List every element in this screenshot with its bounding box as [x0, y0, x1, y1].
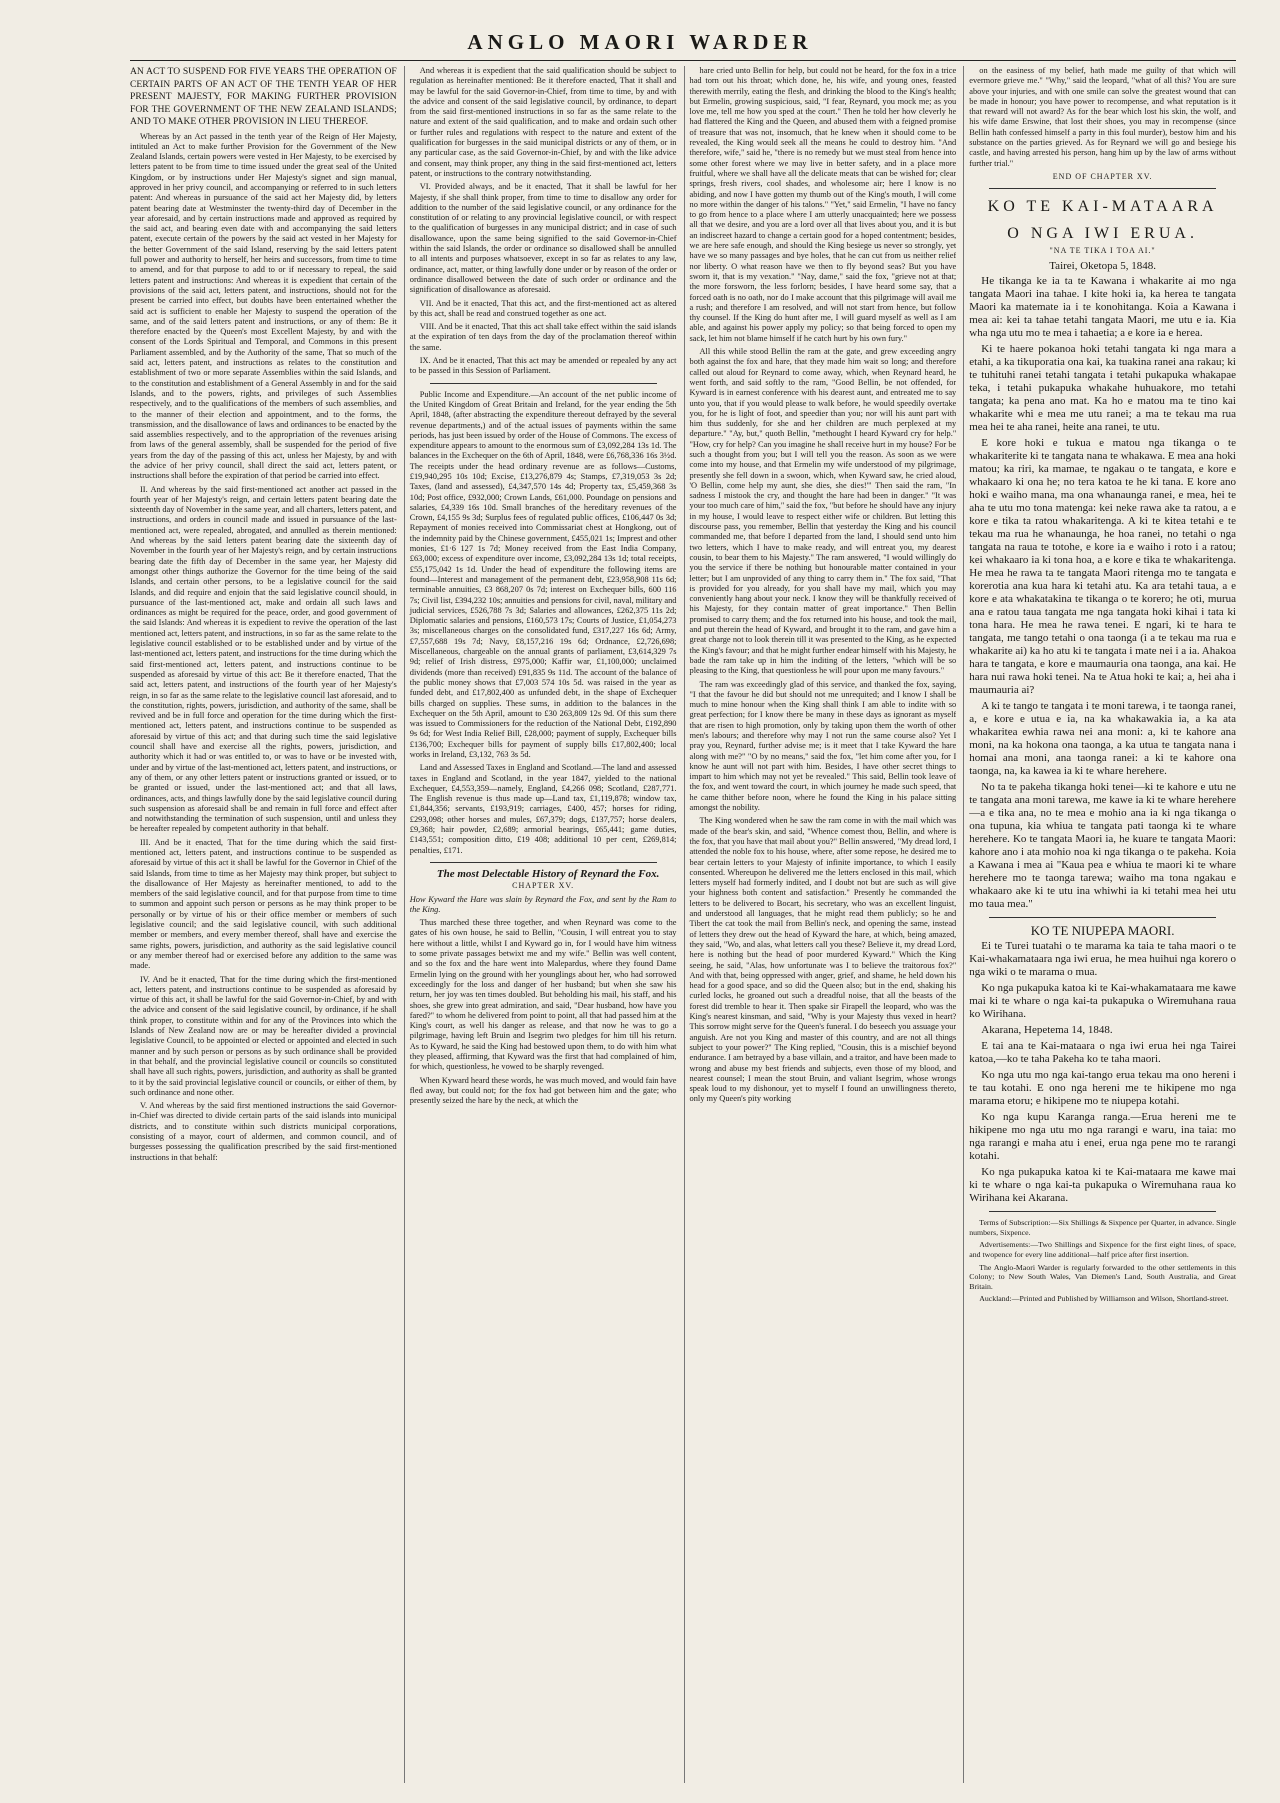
maori-paragraph: He tikanga ke ia ta te Kawana i whakarite ai mo nga tangata Maori ina tahae. I kite hoki ia, ka herea te tangata Maori ka matemate ia i te konohitanga. Koia a Kawana i mea ai: kei ta tahae tetahi tangata Maori, me utu e ia. Kia wha nga utu mo te mea i tahaetia; a e kore ia e herea.	[969, 274, 1236, 339]
act-section-5-cont: And whereas it is expedient that the said qualification should be subject to regulation as hereinafter mentioned: Be it therefore enacted, That it shall and may be lawful for the said Governor-in-Chief, from time to time, by and with the advice and consent of the said legislative council, by ordinance, to depart from the said first-mentioned instructions in so far as the same relate to the nature and extent of the said qualification, and to make and ordain such other or further rules and regulations with respect to the nature and extent of the qualification for burgesses in the said municipal districts or any of them, or in any particular case, as the said Governor-in-Chief, by and with the like advice and consent, may think proper, any thing in the said first-mentioned act, letters patent, or instructions to the contrary notwithstanding.	[409, 66, 677, 178]
maori-motto: "NA TE TIKA I TOA AI."	[1049, 246, 1156, 256]
maori-title-line-1: KO TE KAI-MATAARA	[987, 198, 1218, 216]
section-divider	[989, 917, 1216, 918]
niupepa-paragraph: Ko nga pukapuka katoa ki te Kai-whakamataara me kawe mai ki te whare o nga kai-ta pukapuka o Wiremuhana raua ko Wirihana.	[969, 982, 1236, 1021]
maori-paragraph: A ki te tango te tangata i te moni tarewa, i te taonga ranei, a, e kore e utua e ia, na ka whakawakia ia, a ka ata whakaritea ewhia rawa nei ana moni: a, ki te kahore ana moni, na ka hokona ona taonga, a ka utua te tangata nana i homai ana moni, ana taonga ranei: a ki te kahore ona taonga, na, ka kawea ia ki te whare herehere.	[969, 699, 1236, 777]
terms-line: The Anglo-Maori Warder is regularly forwarded to the other settlements in this Colony; to New South Wales, Van Diemen's Land, South Australia, and Great Britain.	[969, 1262, 1236, 1291]
imprint-line: Auckland:—Printed and Published by Williamson and Wilson, Shortland-street.	[979, 1294, 1229, 1304]
story-paragraph: The ram was exceedingly glad of this service, and thanked the fox, saying, "I that the favour he did but should not me unrequited; and I know I shall be much to mine honour when the King shall think I am able to indite with so great perfection; for I know there be many in these days as ignorant as myself that are risen to high promotion, only by taking upon them the worth of other men's labours; and therefore why may I not run the same course also? Yet I pray you, Reynard, further advise me; is it meet that I take Kyward the hare along with me?" "O by no means," said the fox, "let him come after you, for I know he aunt will not part with him. Besides, I have other secret things to impart to him which may not yet be revealed." This said, Bellin took leave of the fox, and went toward the court, in which journey he made such speed, that he came thither before noon, where he found the King in his palace sitting amongst the nobility.	[689, 679, 957, 813]
act-section-2: II. And whereas by the said first-mentioned act another act passed in the fourth year of her Majesty's reign, and certain letters patent bearing date the sixteenth day of November in the same year, and all charters, letters patent, and instructions, and orders in council made and issued in pursuance of the last-mentioned act, were repealed, abrogated, and annulled as therein mentioned: And whereas by the said letters patent bearing date the sixteenth day of November in the fourth year of her Majesty's reign, and by certain instructions bearing date the fifth day of December in the same year, her Majesty did amongst other things authorize the Governor for the time being of the said Islands, and certain other persons, to be a legislative council for the said Islands, and did require and enjoin that the said legislative council should, in pursuance of the last-mentioned act, make and ordain all such laws and ordinances as might be required for the peace, order, and good government of the said Islands: And whereas it is expedient to revive the operation of the last mentioned act, letters patent, and instructions, in so far as the same relate to the legislative council established or to be established under and by virtue of the last-mentioned act, letters patent, and instructions for the time during which the said first-mentioned act, letters patent, and instructions continue to be suspended as aforesaid by virtue of this act: Be it therefore enacted, That the said act, letters patent, and instructions of the fourth year of her Majesty's reign, in so far as the same relate to the legislative council last aforesaid, and to the constitution, rights, powers, jurisdiction, and authority of the same, shall be revived and be in full force and operation for the time during which the first-mentioned act, letters patent, and instructions continue to be suspended as aforesaid by virtue of this act; and that during such time the said legislative council shall have and exercise all the rights, powers, jurisdiction, and authority which it had or was entitled to, or was to have or be invested with, under and by virtue of the last-mentioned act, letters patent, and instructions, or any of them, or any other letters patent or instructions granted or issued, or to be granted or issued, under the last-mentioned act; and that all laws, ordinances, acts, and things lawfully done by the said legislative council during such suspension as aforesaid shall be and remain in full force and effect after and notwithstanding the termination of such suspension, until and unless they be hereafter repealed by competent authority in that behalf.	[130, 484, 397, 834]
maori-title-line-2: O NGA IWI ERUA.	[1007, 225, 1198, 243]
story-paragraph: on the easiness of my belief, hath made me guilty of that which will evermore grieve me." "Why," said the leopard, "what of all this? You are sure above your injuries, and with one smile can solve the greatest wound that can be made in honour; you have power to recompense, and what reputation is it that reward will not award? As for the bear which lost his skin, the wolf, and his wife dame Erswine, that lost their shoes, you may in recompense (since Bellin hath confessed himself a party in this foul murder), bestow him and his substance on the parties grieved. As for Reynard we will go and besiege his castle, and having arrested his person, hang him up by the law of arms without further trial."	[969, 66, 1236, 168]
act-section-5: V. And whereas by the said first mentioned instructions the said Governor-in-Chief was directed to divide certain parts of the said islands into municipal districts, and to constitute within such districts municipal corporations, consisting of a mayor, court of aldermen, and common council, and of burgesses possessing the qualification prescribed by the said first-mentioned instructions in that behalf:	[130, 1101, 397, 1162]
niupepa-paragraph: Ko nga utu mo nga kai-tango erua tekau ma ono hereni i te tau kotahi. E ono nga hereni me te hikipene mo nga marama etoru; e hikipene mo te niupepa kotahi.	[969, 1069, 1236, 1108]
act-heading: AN ACT TO SUSPEND FOR FIVE YEARS THE OPERATION OF CERTAIN PARTS OF AN ACT OF THE TENTH YEAR OF HER PRESENT MAJESTY, FOR MAKING FURTHER PROVISION FOR THE GOVERNMENT OF THE NEW ZEALAND ISLANDS; AND TO MAKE OTHER PROVISION IN LIEU THEREOF.	[130, 66, 397, 127]
act-section-7: VII. And be it enacted, That this act, and the first-mentioned act as altered by this act, shall be read and construed together as one act.	[409, 298, 677, 318]
column-4	[963, 66, 1236, 1783]
niupepa-paragraph: Ko nga kupu Karanga ranga.—Erua hereni me te hikipene mo nga utu mo nga rarangi e waru, ina taia: mo nga rarangi e maha atu i enei, erua nga pene mo te rarangi kotahi.	[969, 1111, 1236, 1163]
act-preamble: Whereas by an Act passed in the tenth year of the Reign of Her Majesty, intituled an Act to make further Provision for the Government of the New Zealand Islands, certain powers were vested in Her Majesty, to be exercised by letters patent to be from time to time issued under the great seal of the United Kingdom, or by instructions under Her Majesty's signet and sign manual, approved in her privy council, and accompanying or referred to in such letters patent: And whereas in pursuance of the said act her Majesty did, by letters patent bearing date at Westminster the twenty-third day of December in the year aforesaid, and by certain instructions made and approved as required by the said act, and bearing even date with and accompanying the said letters patent, execute certain of the powers by the said act vested in her Majesty for the better Government of the said Island, reserving by the said letters patent full power and authority to herself, her heirs and successors, from time to time to amend, and for that purpose to add to or if necessary to repeal, the said letters patent and instructions: And whereas it is expedient that certain of the provisions of the said act, letters patent, and instructions, should not for the present be carried into effect, but doubts have been entertained whether the said act is sufficient to enable her Majesty to suspend the operation of the same, and of the said letters patent and instructions, or any of them: Be it therefore enacted by the Queen's most Excellent Majesty, by and with the consent of the Lords Spiritual and Temporal, and Commons in this present Parliament assembled, and by the Authority of the same, That so much of the said act, letters patent, and instructions as relates to the constitution and establishment of two or more separate Assemblies within the said Islands, and to the constitution and establishment of a General Assembly in and for the said Islands, and to the powers, rights, and privileges of such Assemblies respectively, and to the qualifications of the members of such assemblies, and to the manner of their election and appointment, and to the forms, the transmission, and the disallowance of laws and ordinances to be enacted by the said assemblies respectively, and to the appropriation of the revenues arising from laws of the general assembly, shall be suspended for the period of five years from the day of the passing of this act, unless her Majesty, by and with the advice of her privy council, shall direct the said act, letters patent, or instructions shall before the expiration of that period be carried into effect.	[130, 131, 397, 481]
act-section-9: IX. And be it enacted, That this act may be amended or repealed by any act to be passed in this Session of Parliament.	[409, 356, 677, 376]
section-divider	[989, 1211, 1216, 1212]
chapter-heading: CHAPTER XV.	[512, 881, 575, 891]
chapter-subtitle: How Kyward the Hare was slain by Reynard the Fox, and sent by the Ram to the King.	[409, 894, 677, 914]
masthead-rule	[130, 60, 1236, 61]
columns	[130, 66, 1236, 1783]
story-paragraph: The King wondered when he saw the ram come in with the mail which was made of the bear's skin, and said, "Whence comest thou, Bellin, and where is the fox, that you have that mail about you?" Bellin answered, "My dread lord, I attended the noble fox to his house, where, after some repose, he desired me to bear certain letters to your Majesty of infinite importance, to which I easily consented. Whereupon he delivered me the letters enclosed in this mail, which letters myself had formerly indited, and I doubt not but are such as will give your highness both content and satisfaction." Presently he commanded the letters to be delivered to Bocart, his secretary, who was an excellent linguist, and understood all languages, that he might read them publicly; so he and Tibert the cat took the mail from Bellin's neck, and opening the same, instead of letters they drew out the head of Kyward the hare, at which, being amazed, they said, "Wo, and alas, what letters call you these? Believe it, my dread Lord, here is nothing but the head of poor murdered Kyward." Which the King seeing, he said, "Alas, how unfortunate was I to believe the traitorous fox?" And with that, being oppressed with anger, grief, and shame, he held down his head for a good space, and so did the Queen also; but in the end, shaking his curled locks, he groaned out such a dreadful noise, that all the beasts of the forest did tremble to hear it. Then spake sir Firapell the leopard, who was the King's nearest kinsman, and said, "Why is your Majesty thus vexed in heart? This sorrow might serve for the Queen's funeral. I do beseech you assuage your anguish. Are not you King and master of this country, and are not all things subject to your power?" The King replied, "Cousin, this is a mischief beyond endurance. I am betrayed by a base villain, and a traitor, and have been made to wrong and abuse my best friends and subjects, even those of my blood, and nearest counsel; I mean the stout Bruin, and valiant Isegrim, whose wrongs speak loud to my dishonour, yet to myself I found an unwillingness thereto, only my Queen's pity working	[689, 816, 957, 1104]
story-paragraph: hare cried unto Bellin for help, but could not be heard, for the fox in a trice had torn out his throat; which done, he, his wife, and young ones, feasted therewith merrily, eating the flesh, and drinking the blood to the King's health; but Ermelin, growing suspicious, said, "I fear, Reynard, you mock me; as you love me, tell me how you sped at the court." Then he told her how cleverly he had flattered the King and the Queen, and abused them with a feigned promise of treasure that was not, insomuch, that he knew when it should come to be revealed, the King would seek all the means he could to destroy him. "And therefore, wife," said he, "there is no remedy but we must steal from hence into some other forest where we may live in better safety, and in a place more fruitful, where we shall have all the delicate meats that can be wished for; clear springs, fresh rivers, cool shades, and wholesome air; here I know is no abiding, and now I have gotten my thumb out of the King's mouth, I will come no more within the danger of his talons." "Yet," said Ermelin, "I have no fancy to go from hence to a place where I am utterly unacquainted; here we possess all that we desire, and you are a lord over all that lives about you, and it is but an indiscreet hazard to change a certain good for a hoped contentment; besides, we are here safe enough, and should the King besiege us never so strongly, yet have we so many passages and bye holes, that he can cut from us neither relief nor liberty. O what reason have we then to fly beyond seas? But you have sworn it, that is my vexation." "Nay, dame," said the fox, "grieve not at that; the more forsworn, the less forlorn; besides, I have heard some say, that a forced oath is no oath, nor do I make account that this pilgrimage will avail me a rush; and therefore I am resolved, and will not start from hence, but follow thy counsel. If the King do hunt after me, I will guard myself as well as I am able, and against his power apply my policy; so that being forced to open my sack, let him not blame himself if he catch hurt by his own fury."	[689, 66, 957, 343]
act-section-4: IV. And be it enacted, That for the time during which the first-mentioned act, letters patent, and instructions continue to be suspended as aforesaid by virtue of this act, it shall be lawful for the said Governor-in-Chief, by and with the advice and consent of the said legislative council, by ordinance, if he shall think proper, to constitute within and for any of the Provinces into which the Islands of New Zealand now are or may be hereafter divided a provincial legislative Council, to be appointed or elected or appointed and elected in such manner and by such person or persons as by such ordinance shall be provided in that behalf, and the provincial legislative council or councils so constituted shall have all such rights, powers, jurisdiction, and authority as shall be granted to it by the said provincial legislative council or councils, or either of them, by such ordinance and none other.	[130, 974, 397, 1097]
niupepa-paragraph: Ko nga pukapuka katoa ki te Kai-mataara me kawe mai ki te whare o nga kai-ta pukapuka o Wiremuhana raua ko Wirihana kei Akarana.	[969, 1166, 1236, 1205]
land-tax-article: Land and Assessed Taxes in England and Scotland.—The land and assessed taxes in England and Scotland, in the year 1847, yielded to the national Exchequer, £4,553,359—namely, England, £4,266 098; Scotland, £287,771. The English revenue is thus made up—Land tax, £1,119,878; window tax, £1,844,356; servants, £193,919; carriages, £400, 457; horses for riding, £293,098; other horses and mules, £67,379; dogs, £137,757; horse dealers, £9,368; hair powder, £2,689; armorial bearings, £65,441; game duties, £143,551; composition ditto, £19 408; additional 10 per cent, £269,814; penalties, £171.	[409, 763, 677, 855]
maori-paragraph: Ki te haere pokanoa hoki tetahi tangata ki nga mara a etahi, a ka tikuporatia ona kai, ka tuakina ranei ana rakau; ki te tuhituhi ranei tetahi tangata i tetahi pukapuka whakapae teka, i tetahi pukapuka whakahe huhuakore, mo tetahi tangata; ka pena ano mat. Ka ho e matou ma te tino kai whakarite whi e mea me utu ranei; a ma te tekau ma rua mea hei te aha ranei, heite ana ranei, te utu.	[969, 342, 1236, 433]
maori-paragraph: E kore hoki e tukua e matou nga tikanga o te whakariterite ki te tangata nana te whakawa. E mea ana hoki matou; ka riri, ka mamae, te ngakau o te tangata, e kore e whakaaro ki ona he; no tera katoa te he ki tana. E kore ano hoki e waiho mana, ma ona whanaunga ranei, e mea, hei te aha te utu mo tona matenga: kei neke rawa ake ta ratou, a e kore e tika ta ratou whakaritenga. A ki te kitea tetahi e te tekau ma rua he whanaunga, he hoa ranei, no tetahi o nga tangata na raua te totohe, e kore ia e waiho i roto i a ratou; kei whakaaro ia ki tona hoa, a e kore e tika te whakaritenga. He mea he rawa ta te tangata Maori ritenga mo te tangata e korerotia ana kua hara ki tetahi atu. Ka ara tetahi taua, a e kore e ata whakatakina te tikanga o te korero; he oti, murua ana e ratou taua tangata me nga tangata hoki kihai i tata ki tona hara. He mea he rawa tenei. E ngari, ki te hara te tangata, me tango tetahi o ona taonga (i a te tekau ma rua e whakarite ai) ka ho atu ki te tangata i mate nei i a ia. Ahakoa hara te tangata, e kore e maumauria ona taonga, ana kai. He hara nui rawa hoki tenei. Na te Atua hoki te kai; a, hei aha i maumauria ai?	[969, 436, 1236, 696]
maori-paragraph: No ta te pakeha tikanga hoki tenei—ki te kahore e utu ne te tangata ana moni tarewa, me kawe ia ki te whare herehere—a e tika ana, no te mea e mohio ana ia ki nga tikanga o ona tupuna, kia whiua te tangata pati taonga ki te whare herehere. Ko te tangata Maori ia, he kuare te tangata Maori: kahore ano i ata mohio noa ki nga tikanga o te pakeha. Koia a Kawana i mea ai "Kaua pea e whiua te maori ki te whare herehere mo te taonga tarewa; waiho ma tona ngakau e whakaaro ake ki te utu ina whiwhi ia ki tetahi mea hei utu mo taua mea."	[969, 780, 1236, 910]
act-section-6: VI. Provided always, and be it enacted, That it shall be lawful for her Majesty, if she shall think proper, from time to time to disallow any order for addition to the number of the said legislative council, or any ordinance for the constitution of or relating to any provincial legislative council, or with respect to the qualification of burgesses in any municipal district; and in case of such disallowance, upon the same being signified to the said Governor-in-Chief within the said Islands, the order or ordinance so disallowed shall be annulled to all intents and purposes whatsoever, except in so far as relates to any law, ordinance, act, matter, or thing lawfully done under or by reason of the order or ordinance disallowed between the date of such order or ordinance and the signification of disallowance as aforesaid.	[409, 182, 677, 295]
subscription-terms	[969, 1218, 1236, 1304]
column-1	[130, 66, 397, 1783]
maori-editorial	[969, 275, 1236, 911]
masthead: ANGLO MAORI WARDER	[467, 30, 813, 54]
niupepa-title: KO TE NIUPEPA MAORI.	[1030, 922, 1175, 938]
act-section-3: III. And be it enacted, That for the time during which the said first-mentioned act, letters patent, and instructions continue to be suspended as aforesaid by virtue of this act it shall be lawful for the Governor in Chief of the said Islands, from time to time as her Majesty may think proper, but subject to the disallowance of Her Majesty as hereinafter mentioned, to add to the members of the said legislative council, and for that purpose from time to time to summon and appoint such person or persons as he may think proper to be personally or by virtue of his or their office member or members of such legislative council; and the said legislative council, with such additional member or members, and every member thereof, shall have and exercise the same rights, powers, jurisdiction, and authority as the said legislative council or any member thereof had or exercised before any addition to the same was made.	[130, 837, 397, 971]
section-divider	[430, 383, 657, 384]
story-paragraph: Thus marched these three together, and when Reynard was come to the gates of his own house, he said to Bellin, "Cousin, I will entreat you to stay here without a little, whilst I and Kyward go in, for I would have him witness to some private passages betwixt me and my wife." Bellin was well content, and so the fox and the hare went into Malepardus, where they found Dame Ermelin lying on the ground with her younglings about her, who had sorrowed exceedingly for the loss and danger of her husband; but when she saw his return, her joy was ten times doubled. But beholding his mail, his staff, and his shoes, she grew into great admiration, and said, "Dear husband, how have you fared?" to whom he delivered from point to point, all that had passed him at the King's court, as well his danger as release, and that now he was to go a pilgrimage, having left Bruin and Isegrim two pledges for him till his return. As to Kyward, he said the King had bestowed upon them, to do with him what they pleased, affirming, that Kyward was the first that had complained of him, for which, questionless, he vowed to be sharply revenged.	[409, 918, 677, 1072]
end-of-chapter: END OF CHAPTER XV.	[1052, 171, 1153, 181]
column-3	[684, 66, 957, 1783]
terms-line: Terms of Subscription:—Six Shillings & Sixpence per Quarter, in advance. Single numbers, Sixpence.	[969, 1218, 1236, 1237]
column-2	[404, 66, 677, 1783]
act-section-8: VIII. And be it enacted, That this act shall take effect within the said islands at the expiration of ten days from the day of the proclamation thereof within the same.	[409, 322, 677, 352]
section-divider	[430, 862, 657, 863]
section-divider	[989, 188, 1216, 189]
niupepa-paragraph: Akarana, Hepetema 14, 1848.	[981, 1024, 1113, 1037]
public-income-article: Public Income and Expenditure.—An account of the net public income of the United Kingdom of Great Britain and Ireland, for the year ending the 5th April, 1848, (after abstracting the expenditure thereout defrayed by the several revenue departments,) and of the actual issues of payments within the same periods, has just been issued by order of the House of Commons. The excess of expenditure appears to amount to the enormous sum of £3,092,284 13s 1d. The balances in the Exchequer on the 6th of April, 1848, were £6,768,336 16s 3½d. The receipts under the head ordinary revenue are as follows—Customs, £19,940,295 10s 10d; Excise, £13,276,879 4s; Stamps, £7,319,053 3s 2d; Taxes, (land and assessed), £4,347,570 14s 4d; Property tax, £5,459,368 3s 10d; Post office, £932,000; Crown Lands, £61,000. Poundage on pensions and salaries, £4,339 16s 10d. Small branches of the hereditary revenues of the Crown, £4,155 9s 3d; Surplus fees of regulated public offices, £106,447 0s 3d; Repayment of monies received into Commissariat chest at Hongkong, out of the indemnity paid by the Chinese government, £455,021 1s; Imprest and other monies, £1·6 127 1s 7d; Money received from the East India Company, £63,000; excess of expenditure over income, £3,092,284 13s 1d; total receipts, £55,175,042 1s 1d. Under the head of expenditure the following items are found—Interest and management of the permanent debt, £23,958,908 11s 6d; terminable annuities, £3 868,207 0s 7d; interest on Exchequer bills, 600 116 7s; Civil list, £394,232 10s; annuities and pensions for civil, naval, military and judicial services, £526,788 7s 3d; Salaries and allowances, £262,375 11s 2d; Diplomatic salaries and pensions, £160,573 17s; Courts of Justice, £1,054,273 3s; miscellaneous charges on the consolidated fund, £317,227 16s 6d; Army, £7,557,688 19s 7d; Navy, £8,157,216 19s 6d; Ordnance, £2,726,698; Miscellaneous, chargeable on the annual grants of parliament, £3,614,329 7s 9d; relief of Irish distress, £975,000; Kaffir war, £1,100,000; unclaimed dividends (more than received) £91,835 9s 11d. The account of the balance of the public money shows that £7,003 574 10s 5d. was raised in the year as funded debt, and £17,802,400 as unfunded debt, in the shape of Exchequer bills charged on supplies. These sums, in addition to the balances in the Exchequer on the 5th April, amount to £30 263,809 12s 9d. Of this sum there was issued to Commissioners for the reduction of the National Debt, £192,890 9s 6d; for West India Relief Bill, £28,000; payment of supply, Exchequer bills £136,700; Exchequer bills for payment of supply bills £17,802,400; local works in Ireland, £3,132, 763 3s 5d.	[409, 389, 677, 759]
niupepa-notices	[969, 940, 1236, 1205]
story-paragraph: All this while stood Bellin the ram at the gate, and grew exceeding angry both against the fox and hare, that they made him wait so long; and therefore called out aloud for Reynard to come away, which, when Reynard heard, he went forth, and said softly to the ram, "Good Bellin, be not offended, for Kyward is in earnest conference with his dearest aunt, and entreated me to say unto you, that if you would please to walk before, he would speedily overtake you, for he is light of foot, and speedier than you; nor will his aunt part with him thus suddenly, for she and her children are much perplexed at my departure." "Ay, but," quoth Bellin, "methought I heard Kyward cry for help." "How, cry for help? Can you imagine he shall receive hurt in my house? For be such a thought from you; but I will tell you the reason. As soon as we were come into my house, and that Ermelin my wife understood of my pilgrimage, presently she fell down in a swoon, which, when Kyward saw, he cried aloud, 'O Bellin, come help my aunt, she dies, she dies!'" Then said the ram, "In sadness I mistook the cry, and thought the hare had been in danger." "It was your too much care of him," said the fox, "but before he should have any injury in my house, I would leave to respect either wife or children. But letting this discourse pass, you remember, Bellin that yesterday the King and his council commanded me, that before I departed from the land, I should send unto him two letters, which I have to make ready, and will entreat you, my dearest cousin, to bear them to his Majesty." The ram answered, "I would willingly do you the service if there be nothing but honourable matter contained in your letter; but I am unprovided of any thing to carry them in." The fox said, "That is provided for you already, for you shall have my mail, which you may conveniently hang about your neck. I know they will be thankfully received of his Majesty, for they contain matter of great importance." Then Bellin promised to carry them; and the fox returned into his house, and took the mail, and put therein the head of Kyward, and brought it to the ram, and gave him a great charge not to look therein till it was presented to the King, as he expected the King's favour; and that he might further endear himself with his Majesty, he bade the ram take up in him the inditing of the letters, "which will be so pleasing to the King, that questionless he will pour upon me many favours."	[689, 347, 957, 676]
story-paragraph: When Kyward heard these words, he was much moved, and would fain have fled away, but could not; for the fox had got between him and the gate; who presently seized the hare by the neck, at which the	[409, 1075, 677, 1106]
maori-date: Tairei, Oketopa 5, 1848.	[1049, 259, 1156, 272]
story-title: The most Delectable History of Reynard the Fox.	[436, 867, 660, 880]
niupepa-paragraph: Ei te Turei tuatahi o te marama ka taia te taha maori o te Kai-whakamataara nga iwi erua, he mea huihui nga korero o nga wiki o te marama o mua.	[969, 940, 1236, 979]
terms-line: Advertisements:—Two Shillings and Sixpence for the first eight lines, of space, and twopence for every line additional—half price after first insertion.	[969, 1240, 1236, 1259]
niupepa-paragraph: E tai ana te Kai-mataara o nga iwi erua hei nga Tairei katoa,—ko te taha Pakeha ko te taha maori.	[969, 1040, 1236, 1066]
